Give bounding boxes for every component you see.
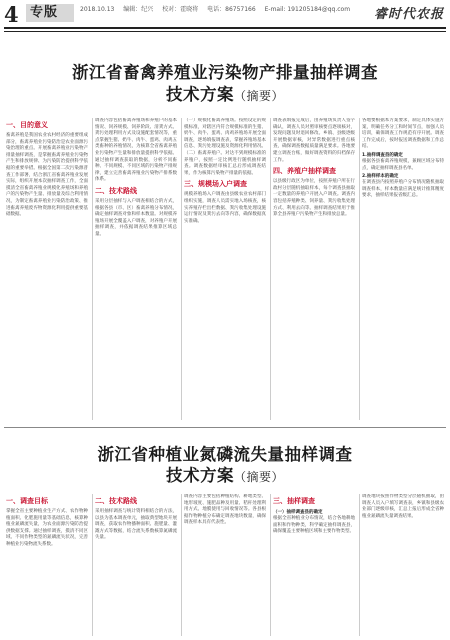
body-text: 掌握全省主要种植业生产方式、农作物种植面积、化肥施用量等基础信息，核算种植业氮磷流失量，为农业面源污染防治提供数据支撑。通过抽样调查，摸清不同区域、不同作物类型的氮磷流失状况，完善种植业污染物流失系数。	[6, 509, 88, 547]
column-divider	[181, 118, 182, 420]
article-title-main: 技术方案	[165, 466, 234, 485]
article-body	[6, 494, 444, 636]
text-column	[6, 494, 88, 636]
sub-heading: 2.抽样样本的确定	[362, 174, 399, 180]
body-text: 畜禽养殖是我国农业农村经济的重要组成部分，畜禽养殖业污染防治是农业面源污染治理的重点。开展畜禽养殖业污染物产排量抽样调查，是掌握畜禽养殖业污染物产生和排放规律、为污染防治提供科学依据的重要举措。根据全国第二次污染源普查工作部署，结合浙江省畜禽养殖业发展实际，组织开展本次抽样调查工作，全面摸清全省畜禽养殖业规模化养殖场和养殖户的污染物产生量、排放量及综合利用情况，为制定畜禽养殖业污染防治政策、推进畜禽养殖废弃物资源化利用提供重要基础数据。	[6, 133, 88, 218]
column-divider	[92, 494, 93, 636]
section-heading: 一、调查目标	[6, 497, 48, 505]
text-column	[6, 118, 88, 420]
newspaper-logo: 睿时代农报	[373, 7, 444, 22]
article-title-line2	[0, 84, 450, 107]
contact-email: E-mail: 191205184@qq.com	[264, 6, 351, 13]
article-title-suffix: （摘要）	[233, 470, 284, 484]
column-divider	[270, 118, 271, 420]
article-divider	[4, 427, 446, 428]
body-text: 采用抽样调查与统计资料相结合的方法，以县为基本调查单元，抽取典型地块开展调查，获取农作物播种面积、施肥量、灌溉方式等数据，结合流失系数核算氮磷流失量。	[95, 509, 177, 541]
section-heading: 二、技术路线	[95, 497, 137, 505]
text-column	[95, 494, 177, 636]
section-heading: 四、养殖户抽样调查	[273, 167, 336, 176]
body-text: 采用分层抽样与入户调查相结合的方式，根据各县（市、区）畜禽养殖分布情况，确定抽样调查对象和样本数量。对规模养殖场开展全覆盖入户调查，对养殖户开展抽样调查，并依据调查结果推算区域总量。	[95, 198, 177, 237]
text-column	[362, 118, 444, 420]
body-text: 规模养殖场入户调查由县级农业农村部门组织实施，调查人员需实地入场核查，核实养殖存栏出栏数据、粪污收集处理设施运行情况及粪污去向等内容，确保数据真实准确。	[184, 192, 266, 224]
body-text: （一）规模化畜禽养殖场。按照设定的规模标准，对辖区内符合规模标准的生猪、奶牛、肉牛、蛋鸡、肉鸡养殖场开展全面调查，逐场填报调查表，掌握养殖场基本信息、粪污处理设施及资源化利用情况。（二）畜禽养殖户。对达不到规模标准的养殖户，按照一定比例进行随机抽样调查。调查数据经审核汇总后形成调查结果，作为核算污染物产排量的依据。	[184, 118, 266, 176]
column-divider	[359, 494, 360, 636]
article-title-main: 技术方案	[165, 85, 234, 104]
header-rule-thin	[4, 31, 446, 32]
sub-heading: 1.抽样调查县的确定	[362, 152, 403, 158]
section-heading: 三、抽样调查	[273, 497, 315, 505]
column-divider	[181, 494, 182, 636]
body-text: 调查地块按照作物类型分层随机抽取，由调查人员入户填写调查表，乡镇和县级农业部门逐级审核，汇总上报后形成全省种植业氮磷流失量调查结果。	[362, 494, 444, 519]
section-heading: 二、技术路线	[95, 186, 137, 195]
body-text: 根据全省种植业分布情况，结合各地耕地面积和作物种类，科学确定抽样调查县，确保覆盖主要种植区域和主要作物类型。	[273, 516, 355, 535]
article-title-line2	[0, 465, 450, 488]
article-body	[6, 118, 444, 420]
reviewer-credit: 校对：霍晓将	[162, 6, 199, 13]
article-title-line1: 浙江省种植业氮磷流失量抽样调查	[97, 445, 353, 464]
text-column	[95, 118, 177, 420]
header-rule	[4, 27, 446, 29]
section-heading: 一、目的意义	[6, 121, 48, 129]
body-text: 调查内容主要包括种植结构、耕地类型、地形坡度、施肥品种及用量、秸秆处理利用方式、地膜使用与回收情况等。各县根据作物种植分布确定调查地块数量，确保调查样本具有代表性。	[184, 494, 266, 526]
text-column	[273, 118, 355, 420]
text-column	[362, 494, 444, 636]
newspaper-masthead	[0, 0, 450, 28]
text-column	[184, 494, 266, 636]
editor-credit: 编辑：纪兴	[123, 6, 154, 13]
issue-date: 2018.10.13	[80, 6, 115, 13]
body-text: 根据各县畜禽养殖规模，兼顾区域分布特点，确定抽样调查县名单。	[362, 158, 444, 171]
section-badge: 专版	[26, 4, 74, 22]
sub-heading: （一）抽样调查县的确定	[273, 510, 323, 515]
body-text: 在调查县内按照养殖户分布情况随机抽取调查样本，样本数量应满足统计推算精度要求，抽样结果报省级汇总。	[362, 180, 444, 199]
page-number: 4	[4, 2, 19, 27]
body-text: 以县级行政区为单位，按照养殖户所在行政村分层随机抽取样本，每个调查县抽取一定数量的养殖户开展入户调查。调查内容包括养殖种类、饲养量、粪污收集处理方式、利用去向等。抽样调查结果用于推算全县养殖户污染物产生和排放总量。	[273, 179, 355, 218]
article-title-line1: 浙江省畜禽养殖业污染物产排量抽样调查	[72, 63, 378, 82]
column-divider	[270, 494, 271, 636]
column-divider	[92, 118, 93, 420]
body-text: 调查内容包括畜禽养殖场和养殖户的基本情况、饲养规模、饲养阶段、清粪方式、粪污处理利用方式及设施配套情况等，重点掌握生猪、奶牛、肉牛、蛋鸡、肉鸡五类畜种的养殖情况，为核算全省畜禽养殖业污染物产生量和排放量提供科学依据。通过抽样调查获取的数据，分析不同畜种、不同规模、不同区域的污染物产排规律，建立完善畜禽养殖业污染物产排系数体系。	[95, 118, 177, 183]
text-column	[273, 494, 355, 636]
column-divider	[359, 118, 360, 420]
text-column	[184, 118, 266, 420]
article-title-suffix: （摘要）	[233, 89, 284, 103]
section-heading: 三、规模场入户调查	[184, 180, 247, 189]
body-text: 各地要根据本方案要求，制定具体实施方案，明确任务分工和时间节点，加强人员培训，确保调查工作规范有序开展。调查工作完成后，按时报送调查数据和工作总结。	[362, 118, 444, 150]
body-text: 调查表填报完成后，由养殖场负责人签字确认，调查人员对照审核要点逐项核对，发现问题及时退回修改。乡镇、县级逐级开展数据审核，对异常数据进行重点核查，确保调查数据质量满足要求。各地要建立调查台账，做好调查资料的归档保存工作。	[273, 118, 355, 163]
phone-number: 电话：86757166	[207, 6, 256, 13]
issue-meta	[80, 4, 357, 13]
